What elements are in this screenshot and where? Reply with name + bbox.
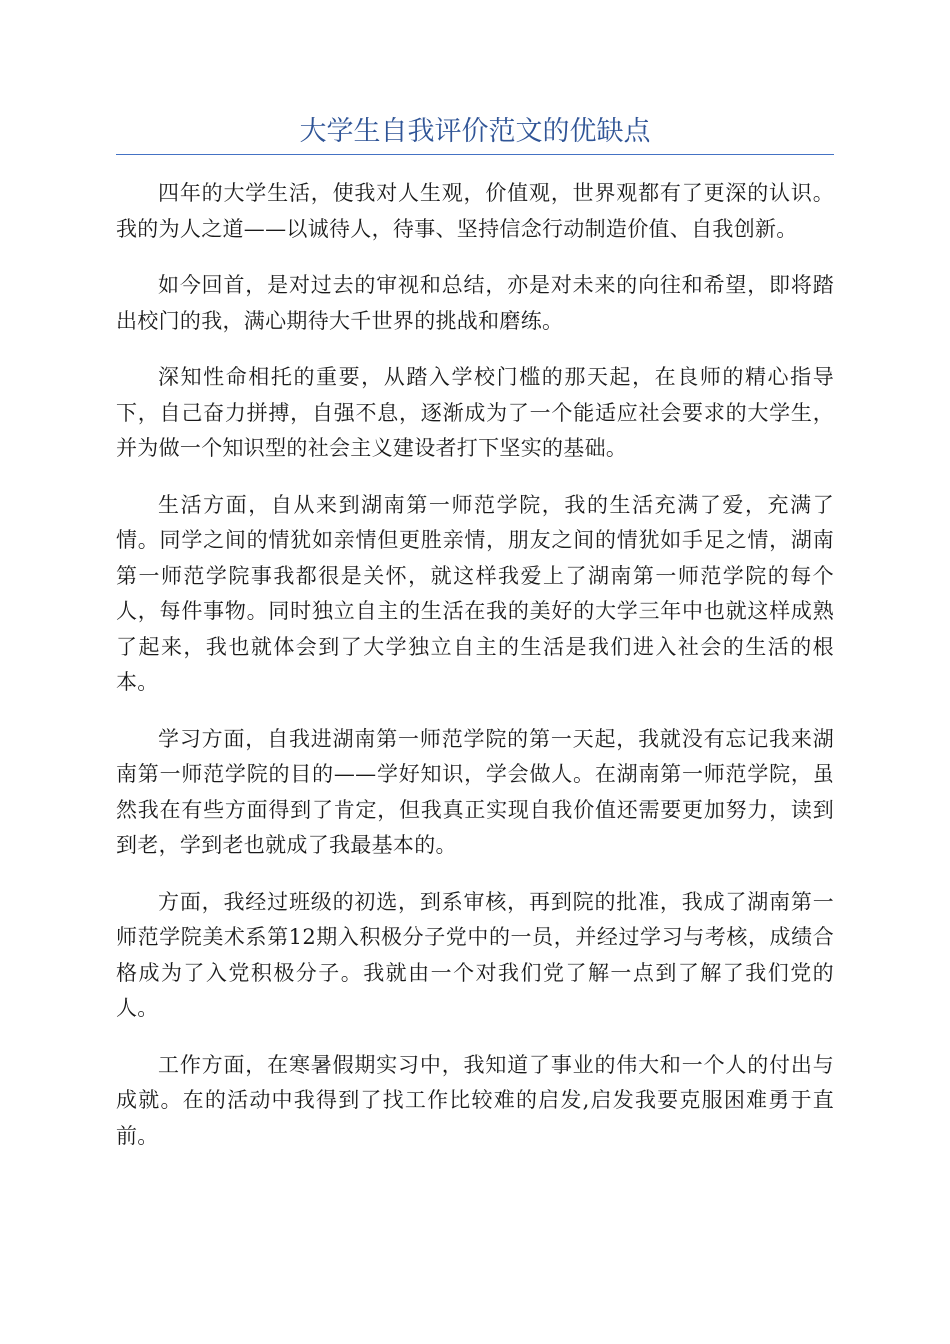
paragraph-life: 生活方面，自从来到湖南第一师范学院，我的生活充满了爱，充满了情。同学之间的情犹如亲情但更胜亲情，朋友之间的情犹如手足之情，湖南第一师范学院事我都很是关怀，就这样我爱上了湖南第一师范学院的每个人，每件事物。同时独立自主的生活在我的美好的大学三年中也就这样成熟了起来，我也就体会到了大学独立自主的生活是我们进入社会的生活的根本。: [116, 492, 834, 694]
paragraph-intro: 四年的大学生活，使我对人生观，价值观，世界观都有了更深的认识。我的为人之道——以诚待人，待事、坚持信念行动制造价值、自我创新。: [116, 181, 834, 241]
paragraph-study: 学习方面，自我进湖南第一师范学院的第一天起，我就没有忘记我来湖南第一师范学院的目的——学好知识，学会做人。在湖南第一师范学院，虽然我在有些方面得到了肯定，但我真正实现自我价值还需要更加努力，读到到老，学到老也就成了我最基本的。: [116, 726, 834, 857]
title-underline: [116, 154, 834, 155]
paragraph-work: 工作方面，在寒暑假期实习中，我知道了事业的伟大和一个人的付出与成就。在的活动中我得到了找工作比较难的启发,启发我要克服困难勇于直前。: [116, 1052, 834, 1148]
document-body: [116, 176, 834, 1175]
paragraph-reflection: 如今回首，是对过去的审视和总结，亦是对未来的向往和希望，即将踏出校门的我，满心期待大千世界的挑战和磨练。: [116, 273, 834, 333]
document-title: 大学生自我评价范文的优缺点: [299, 116, 651, 147]
paragraph-growth: 深知性命相托的重要，从踏入学校门槛的那天起，在良师的精心指导下，自己奋力拼搏，自强不息，逐渐成为了一个能适应社会要求的大学生，并为做一个知识型的社会主义建设者打下坚实的基础。: [116, 365, 834, 460]
paragraph-party: 方面，我经过班级的初选，到系审核，再到院的批准，我成了湖南第一师范学院美术系第12期入积极分子党中的一员，并经过学习与考核，成绩合格成为了入党积极分子。我就由一个对我们党了解一点到了解了我们党的人。: [116, 889, 834, 1020]
